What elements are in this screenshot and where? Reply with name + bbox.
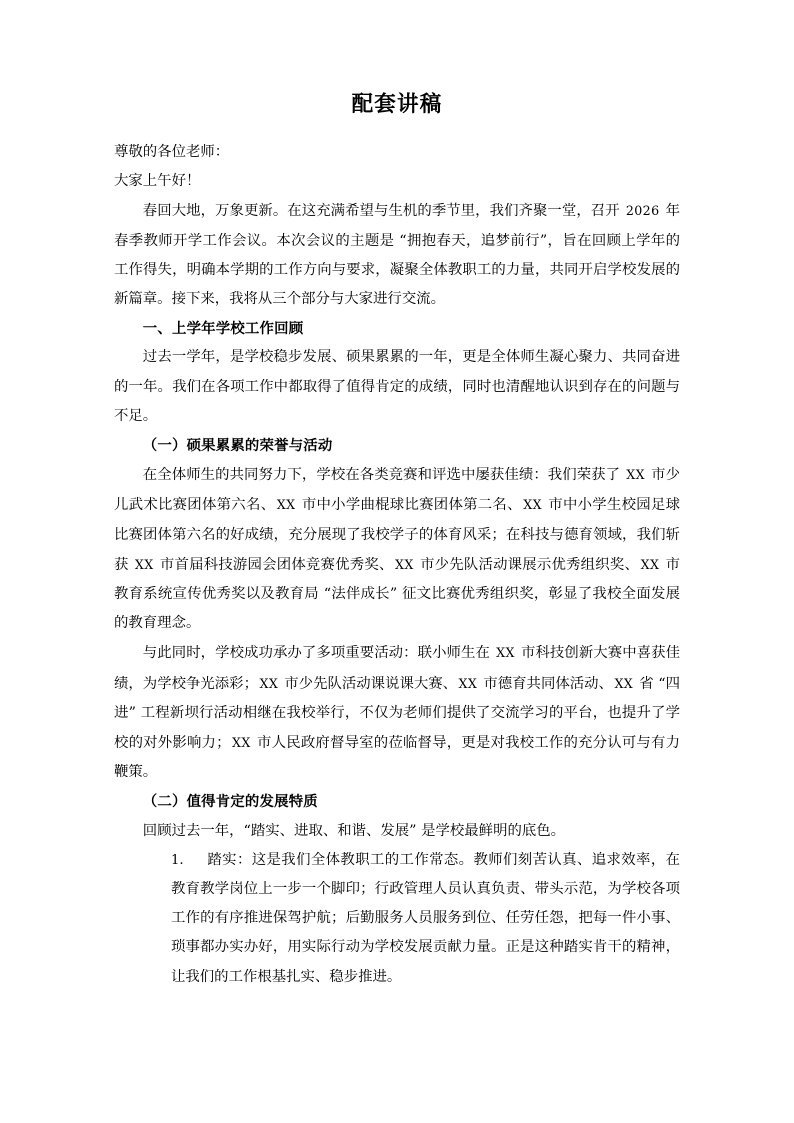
placeholder-token: XX: [523, 497, 542, 513]
salutation-line: 尊敬的各位老师：: [114, 144, 230, 160]
list-item: [114, 846, 680, 992]
placeholder-token: XX: [232, 735, 251, 751]
text-run: 市首届科技游园会团体竞赛优秀奖、: [155, 556, 394, 573]
opening-text-after-year: 年春季教师开学工作会议。本次会议的主题是 “拥抱春天，追梦前行”，旨在回顾上学年的工作得失，明确本学期的工作方向与要求，凝聚全体教职工的力量，共同开启学校发展的新篇章。接下来，我将从三个部分与大家进行交流。: [114, 203, 681, 308]
placeholder-token: XX: [276, 497, 296, 513]
list-item-marker: 1.: [171, 852, 184, 868]
text-run: 市人民政府督导室的莅临督导，更是对我校工作的充分认可与有力鞭策。: [114, 735, 680, 781]
list-item-text: 踏实：这是我们全体教职工的工作常态。教师们刻苦认真、追求效率，在教育教学岗位上一步一个脚印；行政管理人员认真负责、带头示范，为学校各项工作的有序推进保驾护航；后勤服务人员服务到位、任劳任怨，把每一件小事、琐事都办实办好，用实际行动为学校发展贡献力量。正是这种踏实肯干的精神，让我们的工作根基扎实、稳步推进。: [171, 851, 680, 985]
text-run: 市中小学生校园足球比赛团体第六名的好成绩，充分展现了我校学子的体育风采；在科技与德育领域，我们斩获: [114, 497, 680, 573]
placeholder-token: XX: [458, 675, 478, 691]
opening-text-before-year: 春回大地，万象更新。在这充满希望与生机的季节里，我们齐聚一堂，召开: [142, 203, 625, 220]
text-run: 市少先队活动课展示优秀组织奖、: [415, 556, 640, 573]
text-run: 市德育共同体活动、: [478, 675, 613, 692]
page-title: 配套讲稿: [351, 92, 443, 117]
text-run: 市教育系统宣传优秀奖以及教育局 “法伴成长” 征文比赛优秀组织奖，彰显了我校全面发展的教育理念。: [114, 556, 681, 632]
section-heading-1: 一、上学年学校工作回顾: [142, 320, 304, 338]
placeholder-token: XX: [614, 675, 634, 691]
activities-paragraph: [114, 638, 680, 787]
text-run: 省 “四进” 工程新坝行活动相继在我校举行，不仅为老师们提供了交流学习的平台，也提升了学校的对外影响力；: [114, 675, 680, 752]
placeholder-token: XX: [134, 556, 154, 572]
traits-intro-paragraph: 回顾过去一年，“踏实、进取、和谐、发展” 是学校最鲜明的底色。: [142, 822, 566, 839]
subsection-heading-1-2: （二）值得肯定的发展特质: [142, 793, 318, 811]
placeholder-token: XX: [259, 675, 279, 691]
greeting-line: 大家上午好！: [114, 173, 201, 190]
text-run: 市中小学曲棍球比赛团体第二名、: [297, 497, 522, 514]
honors-paragraph: [114, 460, 680, 638]
opening-paragraph: [114, 196, 680, 314]
document-body: [114, 88, 680, 992]
text-run: 市少先队活动课说课大赛、: [279, 675, 458, 692]
subsection-heading-1-1: （一）硕果累累的荣誉与活动: [142, 437, 333, 455]
text-run: 与此同时，学校成功承办了多项重要活动：联小师生在: [142, 645, 495, 662]
text-run: 市少儿武术比赛团体第六名、: [114, 467, 681, 514]
review-paragraph: 过去一学年，是学校稳步发展、硕果累累的一年，更是全体师生凝心聚力、共同奋进的一年。我们在各项工作中都取得了值得肯定的成绩，同时也清醒地认识到存在的问题与不足。: [114, 349, 680, 424]
placeholder-token: XX: [626, 467, 645, 483]
placeholder-token: XX: [496, 645, 515, 661]
text-run: 市科技创新大赛中喜获佳绩，为学校争光添彩；: [114, 645, 681, 692]
placeholder-token: XX: [640, 556, 660, 572]
text-run: 在全体师生的共同努力下，学校在各类竞赛和评选中屡获佳绩：我们荣获了: [142, 467, 625, 484]
placeholder-token: XX: [395, 556, 414, 572]
meeting-year: 2026: [625, 203, 660, 219]
